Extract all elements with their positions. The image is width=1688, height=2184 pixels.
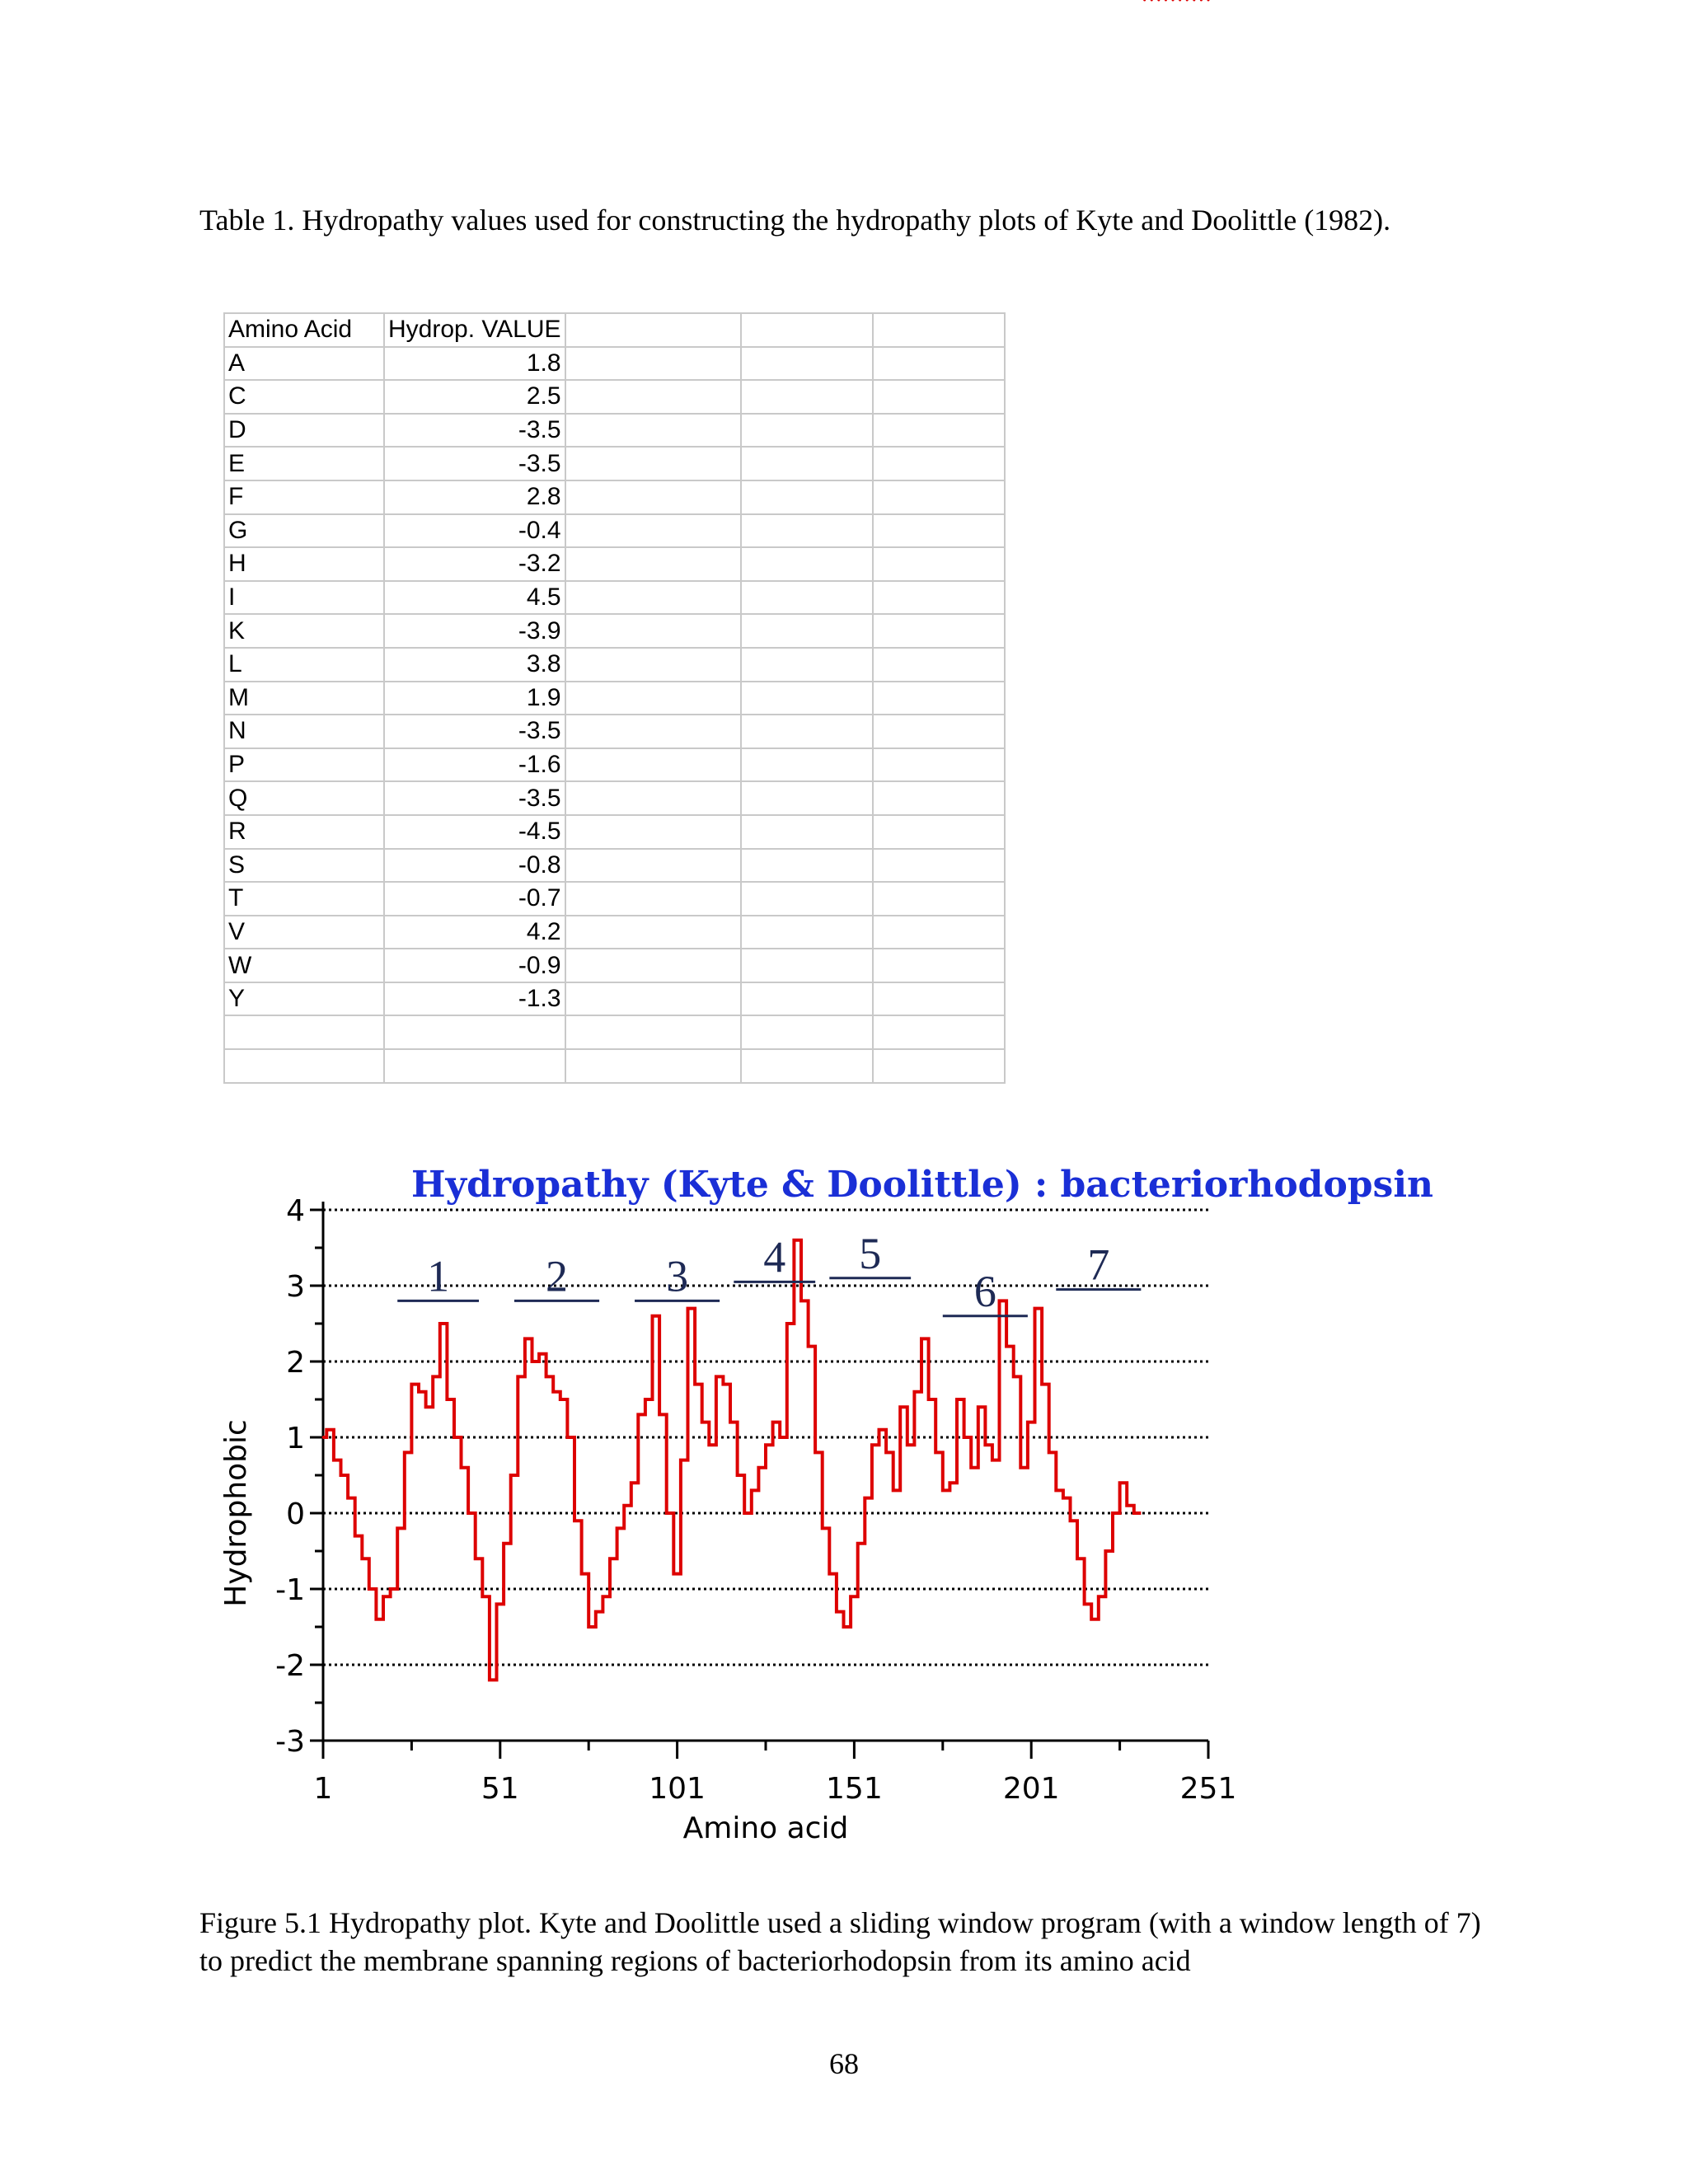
figure-caption: Figure 5.1 Hydropathy plot. Kyte and Doolittle used a sliding window program (with a window length of 7) to predict the membrane spanning regions of bacteriorhodopsin from its amino acid xyxy=(199,1906,1481,1977)
data-point xyxy=(584,1572,586,1575)
x-axis-label: Amino acid xyxy=(682,1811,849,1845)
y-axis-label: Hydrophobic xyxy=(219,1419,253,1607)
amino-acid-cell: M xyxy=(224,682,384,715)
data-point xyxy=(725,1383,728,1385)
hydropathy-value-cell: -1.3 xyxy=(384,982,565,1016)
data-point xyxy=(463,1466,466,1469)
amino-acid-cell: D xyxy=(224,414,384,448)
data-point xyxy=(966,1436,968,1439)
segment-label: 6 xyxy=(973,1266,996,1316)
data-point xyxy=(1101,1596,1104,1598)
data-point xyxy=(987,1444,990,1446)
amino-acid-cell: C xyxy=(224,380,384,414)
x-tick-label: 151 xyxy=(826,1772,883,1806)
amino-acid-cell: S xyxy=(224,849,384,883)
data-point xyxy=(1143,0,1146,2)
x-tick-label: 51 xyxy=(481,1772,519,1806)
data-point xyxy=(832,1572,834,1575)
data-point xyxy=(407,1451,410,1454)
data-point xyxy=(810,1345,813,1347)
data-point xyxy=(1129,1504,1132,1507)
data-point xyxy=(903,1406,905,1408)
data-point xyxy=(683,1459,686,1461)
data-point xyxy=(556,1390,558,1393)
data-point xyxy=(329,1428,331,1431)
data-point xyxy=(1030,1421,1033,1423)
amino-acid-cell: K xyxy=(224,614,384,648)
data-point xyxy=(400,1527,402,1530)
data-point xyxy=(457,1436,459,1439)
data-point xyxy=(1086,1603,1089,1605)
data-point xyxy=(626,1504,629,1507)
x-tick-label: 251 xyxy=(1179,1772,1237,1806)
data-point xyxy=(372,1588,374,1591)
data-point xyxy=(364,1558,367,1560)
data-point xyxy=(1165,0,1167,2)
data-point xyxy=(634,1482,636,1484)
data-point xyxy=(704,1421,706,1423)
hydropathy-value-cell: 3.8 xyxy=(384,648,565,682)
data-point xyxy=(640,1413,643,1416)
amino-acid-cell: E xyxy=(224,447,384,480)
data-point xyxy=(478,1558,481,1560)
amino-acid-cell: A xyxy=(224,347,384,381)
hydropathy-value-cell: 1.8 xyxy=(384,347,565,381)
hydropathy-value-cell: -0.4 xyxy=(384,514,565,548)
chart-title: Hydropathy (Kyte & Doolittle) : bacteriorhodopsin xyxy=(410,1164,1434,1206)
data-point xyxy=(1037,1307,1039,1310)
amino-acid-cell: P xyxy=(224,748,384,782)
data-point xyxy=(612,1558,615,1560)
data-point xyxy=(952,1482,954,1484)
data-point xyxy=(959,1399,962,1401)
y-tick-label: 4 xyxy=(286,1194,305,1228)
data-point xyxy=(874,1444,877,1446)
y-tick-label: 0 xyxy=(286,1497,305,1531)
data-point xyxy=(747,1512,749,1515)
data-point xyxy=(492,1679,495,1681)
data-point xyxy=(506,1542,509,1544)
data-point xyxy=(598,1610,601,1613)
data-point xyxy=(591,1626,593,1629)
header-amino-acid: Amino Acid xyxy=(224,313,384,347)
amino-acid-cell: N xyxy=(224,715,384,748)
data-point xyxy=(534,1361,537,1363)
data-point xyxy=(414,1383,416,1385)
data-point xyxy=(754,1489,757,1492)
hydropathy-value-cell: 2.5 xyxy=(384,380,565,414)
data-point xyxy=(513,1474,515,1477)
hydropathy-value-cell: 4.2 xyxy=(384,916,565,949)
data-point xyxy=(357,1535,359,1537)
amino-acid-cell: R xyxy=(224,815,384,849)
hydropathy-value-cell: 2.8 xyxy=(384,480,565,514)
data-point xyxy=(563,1399,565,1401)
data-point xyxy=(378,1618,381,1620)
data-point xyxy=(542,1352,544,1355)
data-point xyxy=(350,1497,353,1499)
data-point xyxy=(1186,0,1189,2)
data-point xyxy=(499,1603,501,1605)
data-point xyxy=(853,1596,856,1598)
data-point xyxy=(973,1466,976,1469)
segment-label: 7 xyxy=(1087,1240,1110,1290)
data-point xyxy=(839,1610,842,1613)
data-point xyxy=(570,1436,572,1439)
data-point xyxy=(1172,0,1175,2)
data-point xyxy=(1108,1550,1110,1553)
hydropathy-value-cell: -3.2 xyxy=(384,547,565,581)
data-point xyxy=(669,1512,672,1515)
data-point xyxy=(1001,1300,1004,1302)
hydropathy-value-cell: -3.5 xyxy=(384,715,565,748)
data-point xyxy=(548,1376,551,1378)
data-point xyxy=(520,1376,523,1378)
data-point xyxy=(917,1390,919,1393)
amino-acid-cell: V xyxy=(224,916,384,949)
data-point xyxy=(719,1376,721,1378)
amino-acid-cell: T xyxy=(224,882,384,916)
data-point xyxy=(931,1399,933,1401)
amino-acid-cell: G xyxy=(224,514,384,548)
data-point xyxy=(1066,1497,1068,1499)
y-tick-label: -2 xyxy=(275,1649,305,1683)
hydropathy-value-cell: 4.5 xyxy=(384,581,565,615)
segment-label: 4 xyxy=(763,1232,786,1282)
hydropathy-value-cell: -0.9 xyxy=(384,949,565,982)
data-point xyxy=(825,1527,828,1530)
hydropathy-value-cell: -0.8 xyxy=(384,849,565,883)
data-point xyxy=(443,1323,445,1325)
data-point xyxy=(775,1421,777,1423)
data-point xyxy=(1009,1345,1011,1347)
data-point xyxy=(711,1444,714,1446)
segment-label: 2 xyxy=(546,1251,569,1301)
amino-acid-cell: I xyxy=(224,581,384,615)
hydropathy-value-cell: -0.7 xyxy=(384,882,565,916)
data-point xyxy=(392,1588,395,1591)
data-point xyxy=(1207,0,1210,2)
data-point xyxy=(697,1383,700,1385)
data-point xyxy=(662,1413,664,1416)
data-point xyxy=(421,1390,424,1393)
data-point xyxy=(981,1406,983,1408)
data-point xyxy=(761,1466,763,1469)
hydropathy-value-cell: -3.5 xyxy=(384,414,565,448)
data-point xyxy=(577,1520,579,1522)
data-point xyxy=(860,1542,862,1544)
data-point xyxy=(449,1399,452,1401)
data-point xyxy=(889,1451,891,1454)
y-tick-label: 1 xyxy=(286,1422,305,1455)
data-point xyxy=(336,1459,339,1461)
data-point xyxy=(818,1451,820,1454)
x-tick-label: 1 xyxy=(313,1772,333,1806)
x-tick-label: 201 xyxy=(1002,1772,1060,1806)
data-point xyxy=(1137,1512,1139,1515)
data-point xyxy=(471,1512,473,1515)
hydropathy-value-cell: -3.5 xyxy=(384,447,565,480)
hydropathy-value-cell: 1.9 xyxy=(384,682,565,715)
amino-acid-cell: H xyxy=(224,547,384,581)
amino-acid-cell: Y xyxy=(224,982,384,1016)
data-point xyxy=(1044,1383,1047,1385)
amino-acid-cell: Q xyxy=(224,781,384,815)
y-tick-label: 2 xyxy=(286,1346,305,1380)
data-point xyxy=(782,1436,785,1439)
data-point xyxy=(995,1459,997,1461)
data-point xyxy=(1023,1466,1025,1469)
data-point xyxy=(485,1596,487,1598)
data-point xyxy=(676,1572,678,1575)
data-point xyxy=(386,1596,388,1598)
data-point xyxy=(910,1444,912,1446)
data-point xyxy=(1151,0,1153,2)
data-point xyxy=(435,1376,438,1378)
amino-acid-cell: L xyxy=(224,648,384,682)
data-point xyxy=(1179,0,1181,2)
data-point xyxy=(924,1338,926,1340)
segment-label: 1 xyxy=(427,1251,450,1301)
data-point xyxy=(945,1489,948,1492)
hydropathy-value-cell: -3.9 xyxy=(384,614,565,648)
hydropathy-value-cell: -3.5 xyxy=(384,781,565,815)
data-point xyxy=(1072,1520,1075,1522)
data-point xyxy=(790,1323,792,1325)
data-point xyxy=(895,1489,898,1492)
data-point xyxy=(322,1436,325,1439)
data-point xyxy=(1016,1376,1019,1378)
data-point xyxy=(881,1428,884,1431)
data-point xyxy=(1122,1482,1124,1484)
y-tick-label: -3 xyxy=(275,1725,305,1759)
data-point xyxy=(796,1239,799,1241)
data-point xyxy=(846,1626,848,1629)
data-point xyxy=(1193,0,1195,2)
table-caption: Table 1. Hydropathy values used for constructing the hydropathy plots of Kyte and Doolittle (1982). xyxy=(199,204,1391,237)
data-point xyxy=(428,1406,430,1408)
data-point xyxy=(938,1451,940,1454)
data-point xyxy=(343,1474,345,1477)
y-tick-label: -1 xyxy=(275,1573,305,1607)
data-point xyxy=(1051,1451,1053,1454)
data-point xyxy=(804,1300,806,1302)
data-point xyxy=(1115,1512,1118,1515)
data-point xyxy=(768,1444,771,1446)
data-point xyxy=(605,1596,607,1598)
page-number: 68 xyxy=(829,2047,859,2080)
data-point xyxy=(739,1474,742,1477)
segment-label: 3 xyxy=(666,1251,689,1301)
data-point xyxy=(1157,0,1160,2)
amino-acid-cell: F xyxy=(224,480,384,514)
data-point xyxy=(1200,0,1203,2)
data-point xyxy=(1080,1558,1082,1560)
hydropathy-value-cell: -4.5 xyxy=(384,815,565,849)
hydropathy-series-line xyxy=(323,1240,1141,1680)
data-point xyxy=(690,1307,692,1310)
y-tick-label: 3 xyxy=(286,1270,305,1304)
data-point xyxy=(867,1497,870,1499)
data-point xyxy=(1058,1489,1061,1492)
data-point xyxy=(1094,1618,1096,1620)
data-point xyxy=(648,1399,650,1401)
x-tick-label: 101 xyxy=(649,1772,706,1806)
data-point xyxy=(619,1527,621,1530)
amino-acid-cell: W xyxy=(224,949,384,982)
hydropathy-value-cell: -1.6 xyxy=(384,748,565,782)
segment-label: 5 xyxy=(859,1228,882,1278)
data-point xyxy=(733,1421,735,1423)
header-hydropathy-value: Hydrop. VALUE xyxy=(384,313,565,347)
data-point xyxy=(528,1338,530,1340)
data-point xyxy=(654,1315,657,1317)
